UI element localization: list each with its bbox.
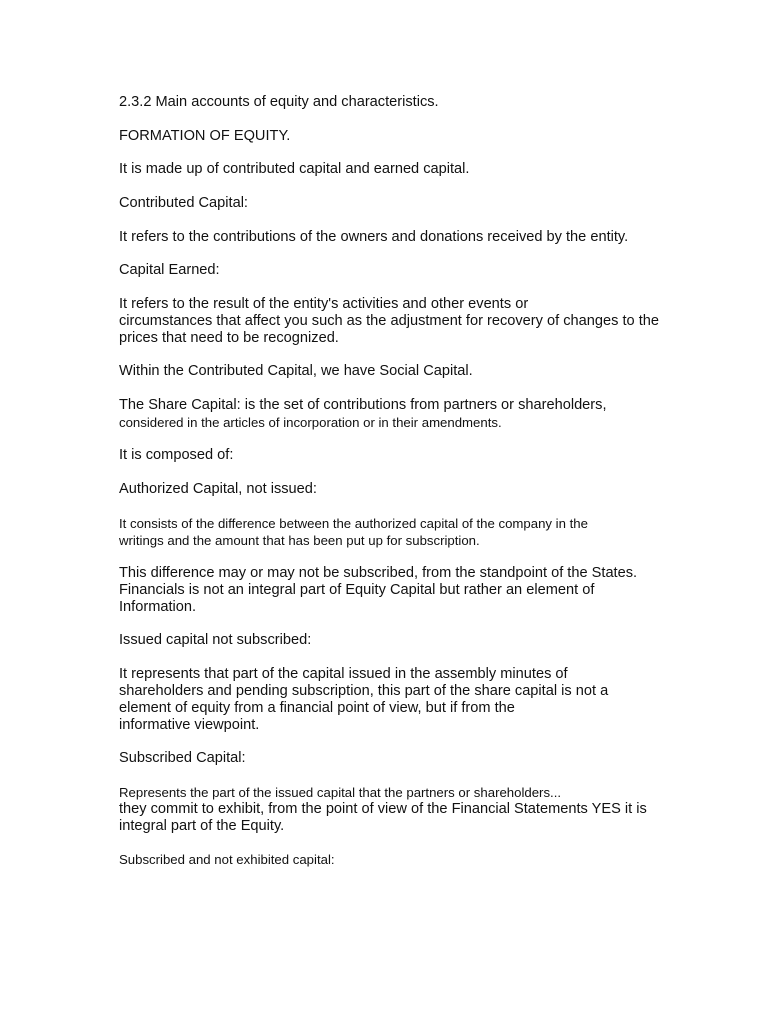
section-title: FORMATION OF EQUITY. xyxy=(119,128,291,144)
subheading: Capital Earned: xyxy=(119,262,220,278)
paragraph-line: It consists of the difference between the authorized capital of the company in the xyxy=(119,516,588,531)
subheading: Subscribed and not exhibited capital: xyxy=(119,852,335,867)
paragraph-line: Financials is not an integral part of Equity Capital but rather an element of xyxy=(119,582,595,598)
paragraph-line: writings and the amount that has been put up for subscription. xyxy=(119,533,480,548)
paragraph-line: Information. xyxy=(119,599,197,615)
paragraph-line: This difference may or may not be subscribed, from the standpoint of the States. xyxy=(119,565,638,581)
subheading: Subscribed Capital: xyxy=(119,750,246,766)
paragraph-line: It refers to the contributions of the owners and donations received by the entity. xyxy=(119,229,629,245)
paragraph-line: It refers to the result of the entity's activities and other events or xyxy=(119,296,529,312)
paragraph-line: It is composed of: xyxy=(119,447,234,463)
paragraph-line: considered in the articles of incorporation or in their amendments. xyxy=(119,415,502,430)
paragraph-line: It represents that part of the capital issued in the assembly minutes of xyxy=(119,666,568,682)
paragraph-line: circumstances that affect you such as the adjustment for recovery of changes to the xyxy=(119,313,659,329)
paragraph-line: prices that need to be recognized. xyxy=(119,330,339,346)
paragraph-line: The Share Capital: is the set of contributions from partners or shareholders, xyxy=(119,397,607,413)
paragraph-line: element of equity from a financial point of view, but if from the xyxy=(119,700,515,716)
subheading: Issued capital not subscribed: xyxy=(119,632,312,648)
paragraph-line: shareholders and pending subscription, this part of the share capital is not a xyxy=(119,683,609,699)
paragraph-line: Represents the part of the issued capital that the partners or shareholders... xyxy=(119,785,562,800)
subheading: Contributed Capital: xyxy=(119,195,248,211)
paragraph-line: informative viewpoint. xyxy=(119,717,260,733)
paragraph-line: It is made up of contributed capital and earned capital. xyxy=(119,161,470,177)
paragraph-line: Within the Contributed Capital, we have Social Capital. xyxy=(119,363,473,379)
paragraph-line: they commit to exhibit, from the point of view of the Financial Statements YES it is xyxy=(119,801,647,817)
subheading: Authorized Capital, not issued: xyxy=(119,481,317,497)
paragraph-line: integral part of the Equity. xyxy=(119,818,285,834)
section-heading: 2.3.2 Main accounts of equity and characteristics. xyxy=(119,94,439,110)
